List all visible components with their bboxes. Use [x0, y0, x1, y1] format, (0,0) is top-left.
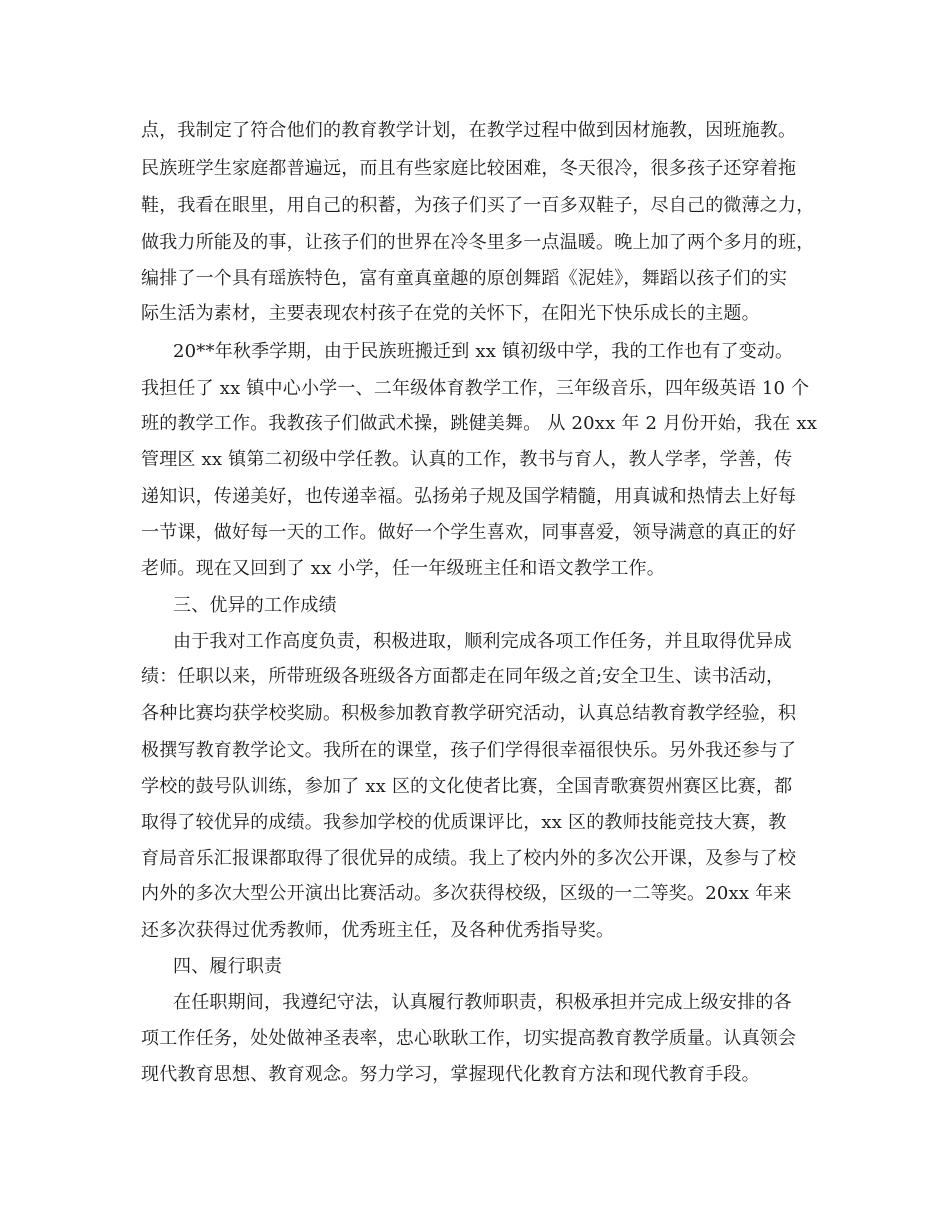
paragraph-line: 内外的多次大型公开演出比赛活动。多次获得校级，区级的一二等奖。20xx 年来: [141, 883, 792, 904]
paragraph-line: 班的教学工作。我教孩子们做武术操，跳健美舞。 从 20xx 年 2 月份开始，我在 xx: [141, 413, 818, 434]
paragraph-line: 民族班学生家庭都普遍远，而且有些家庭比较困难，冬天很冷，很多孩子还穿着拖: [141, 158, 797, 179]
section-heading: 四、履行职责: [173, 956, 283, 977]
paragraph-line: 绩：任职以来，所带班级各班级各方面都走在同年级之首;安全卫生、读书活动，: [141, 666, 785, 687]
paragraph-line: 在任职期间，我遵纪守法，认真履行教师职责，积极承担并完成上级安排的各: [173, 992, 792, 1013]
paragraph-line: 取得了较优异的成绩。我参加学校的优质课评比，xx 区的教师技能竞技大赛，教: [141, 812, 787, 833]
paragraph-line: 做我力所能及的事，让孩子们的世界在冷冬里多一点温暖。晚上加了两个多月的班，: [141, 232, 815, 253]
paragraph-line: 还多次获得过优秀教师，优秀班主任，及各种优秀指导奖。: [141, 920, 615, 941]
paragraph-line: 递知识，传递美好，也传递幸福。弘扬弟子规及国学精髓，用真诚和热情去上好每: [141, 486, 797, 507]
paragraph-line: 现代教育思想、教育观念。努力学习，掌握现代化教育方法和现代教育手段。: [141, 1064, 760, 1085]
paragraph-line: 老师。现在又回到了 xx 小学，任一年级班主任和语文教学工作。: [141, 558, 665, 579]
paragraph-line: 20**年秋季学期，由于民族班搬迁到 xx 镇初级中学，我的工作也有了变动。: [173, 341, 794, 362]
paragraph-line: 学校的鼓号队训练，参加了 xx 区的文化使者比赛，全国青歌赛贺州赛区比赛，都: [141, 776, 793, 797]
paragraph-line: 管理区 xx 镇第二初级中学任教。认真的工作，教书与育人，教人学孝，学善，传: [141, 449, 793, 470]
paragraph-line: 育局音乐汇报课都取得了很优异的成绩。我上了校内外的多次公开课，及参与了校: [141, 848, 797, 869]
paragraph-line: 鞋，我看在眼里，用自己的积蓄，为孩子们买了一百多双鞋子，尽自己的微薄之力，: [141, 195, 815, 216]
paragraph-line: 项工作任务，处处做神圣表率，忠心耿耿工作，切实提高教育教学质量。认真领会: [141, 1028, 797, 1049]
paragraph-line: 极撰写教育教学论文。我所在的课堂，孩子们学得很幸福很快乐。另外我还参与了: [141, 740, 797, 761]
paragraph-line: 点，我制定了符合他们的教育教学计划，在教学过程中做到因材施教，因班施教。: [141, 120, 797, 141]
paragraph-line: 编排了一个具有瑶族特色，富有童真童趣的原创舞蹈《泥娃》，舞蹈以孩子们的实: [141, 268, 788, 289]
paragraph-line: 由于我对工作高度负责，积极进取，顺利完成各项工作任务，并且取得优异成: [173, 631, 792, 652]
section-heading: 三、优异的工作成绩: [173, 595, 337, 616]
paragraph-line: 我担任了 xx 镇中心小学一、二年级体育教学工作，三年级音乐，四年级英语 10 个: [141, 378, 810, 399]
paragraph-line: 各种比赛均获学校奖励。积极参加教育教学研究活动，认真总结教育教学经验，积: [141, 703, 797, 724]
paragraph-line: 际生活为素材，主要表现农村孩子在党的关怀下，在阳光下快乐成长的主题。: [141, 303, 760, 324]
paragraph-line: 一节课，做好每一天的工作。做好一个学生喜欢，同事喜爱，领导满意的真正的好: [141, 522, 797, 543]
